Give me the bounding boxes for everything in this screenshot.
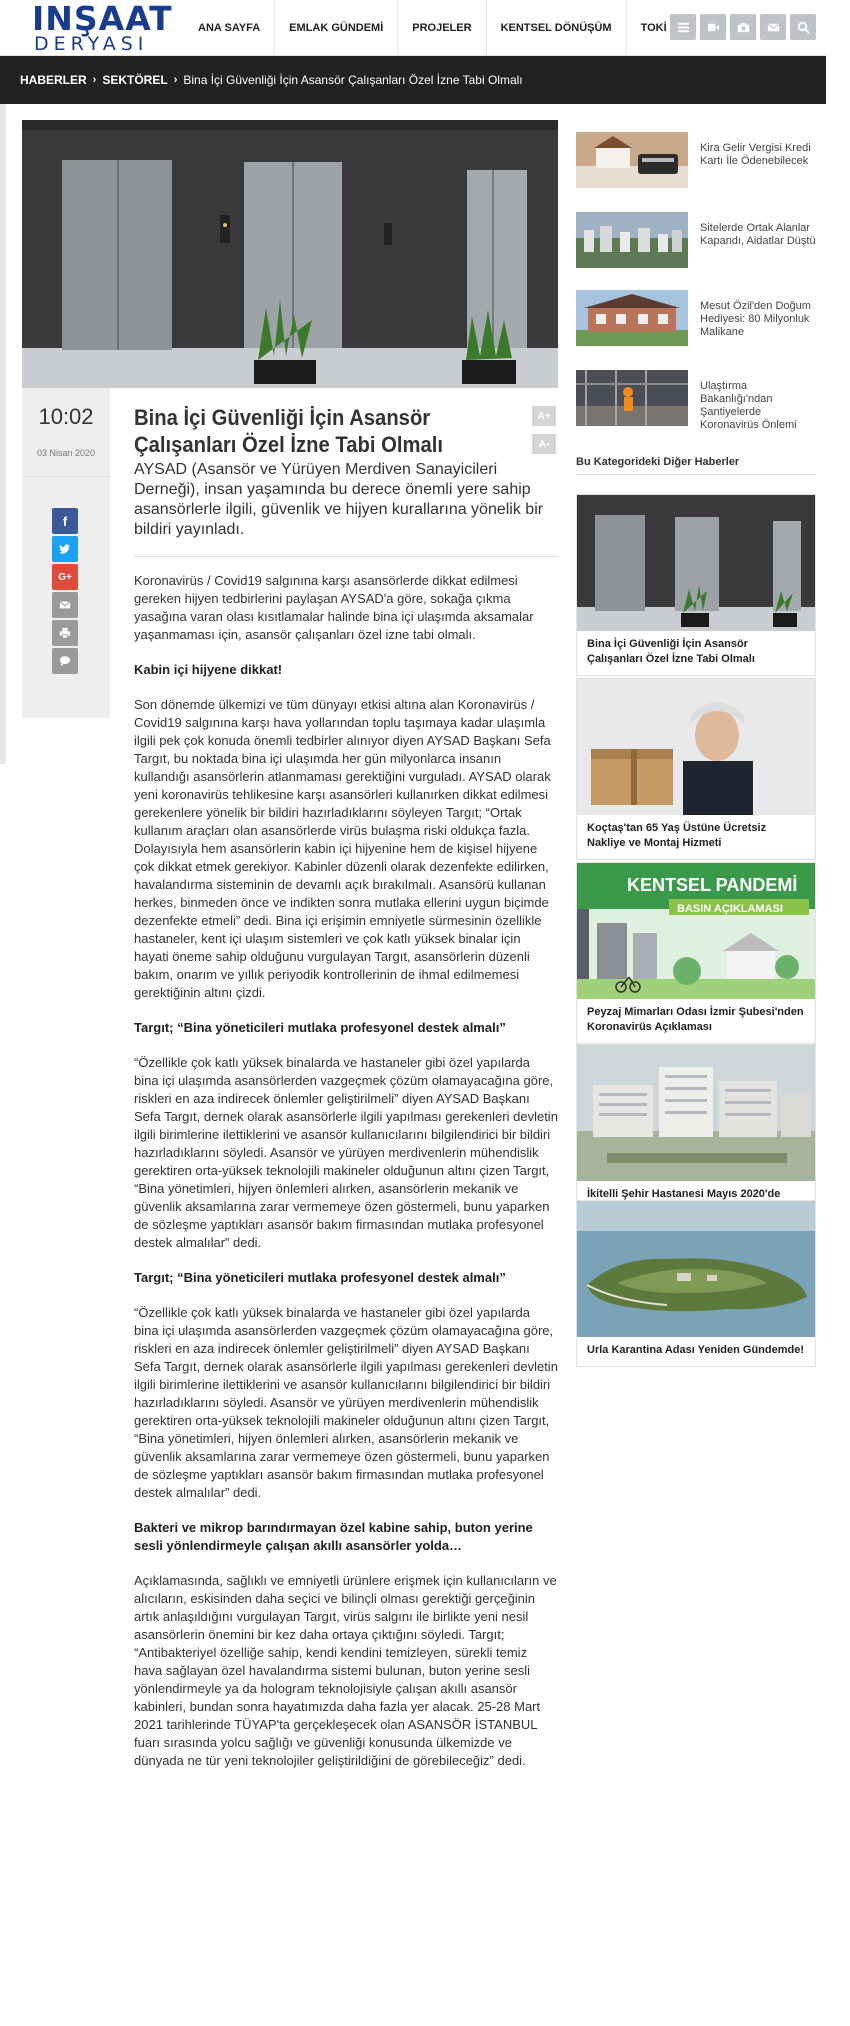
- banner-subtitle: BASIN AÇIKLAMASI: [677, 903, 783, 915]
- font-increase-button[interactable]: A+: [532, 406, 556, 426]
- card-title: Peyzaj Mimarları Odası İzmir Şubesi'nden Koronavirüs Açıklaması: [587, 1006, 804, 1033]
- sidebar-news-item[interactable]: [576, 290, 816, 346]
- category-news-card[interactable]: [576, 1200, 816, 1367]
- header-icons: [670, 14, 816, 40]
- left-edge-strip: [0, 104, 6, 764]
- menu-icon[interactable]: [670, 14, 696, 40]
- breadcrumb-home[interactable]: HABERLER: [20, 73, 87, 87]
- facebook-icon[interactable]: f: [52, 508, 78, 534]
- article-title: Bina İçi Güvenliği İçin Asansör Çalışanları Özel İzne Tabi Olmalı: [134, 405, 443, 457]
- article-hero-image: [22, 120, 558, 388]
- news-title: Kira Gelir Vergisi Kredi Kartı İle Ödenebilecek: [700, 142, 811, 167]
- article-body: [134, 572, 558, 1787]
- search-icon[interactable]: [790, 14, 816, 40]
- chevron-right-icon: ›: [173, 74, 178, 86]
- card-title: İkitelli Şehir Hastanesi Mayıs 2020'de: [587, 1188, 781, 1200]
- nav-projects[interactable]: PROJELER: [398, 0, 486, 56]
- mail-icon[interactable]: [760, 14, 786, 40]
- camera-icon[interactable]: [730, 14, 756, 40]
- main-nav: [184, 0, 681, 56]
- news-title: Sitelerde Ortak Alanlar Kapandı, Aidatlar Düştü: [700, 222, 816, 247]
- card-image: [577, 1201, 815, 1337]
- sidebar-news-item[interactable]: [576, 212, 816, 268]
- card-image: [577, 863, 815, 999]
- google-plus-icon[interactable]: G+: [52, 564, 78, 590]
- divider: [134, 556, 558, 557]
- mail-icon[interactable]: [52, 592, 78, 618]
- article-paragraph: Son dönemde ülkemizi ve tüm dünyayı etkisi altına alan Koronavirüs / Covid19 salgınına karşı hava yollarından toplu taşımaya kadar ulaşımla ilgili pek çok konuda önemli tedbirler alınıyor diyen AYSAD Başkanı Sefa Targıt, bu noktada bina içi ulaşımda her gün milyonlarca insanın kullandığı asansörlerin atlanmaması gerektiğini vurguladı. AYSAD olarak yeni koronavirüs tehlikesine karşı asansörleri kullanırken dikkat edilmesi gerekenlere yönelik bir bildiri hazırladıklarını söyleyen Targıt; “Ortak kullanım araçları olan asansörlerde virüs bulaşma riski oldukça fazla. Dolayısıyla hem asansörlerin kabin içi hijyenine hem de kişisel hijyene çok dikkat etmek gerekiyor. Kabinler düzenli olarak dezenfekte edilirken, havalandırma sisteminin de devamlı açık bırakılmalı. Asansörü kullanan herkes, binmeden önce ve indikten sonra mutlaka ellerini uygun biçimde dezenfekte etmeli” dedi. Bina içi erişimin emniyetle sürmesinin özellikle hastaneler, kent içi ulaşım sistemleri ve çok katlı yüksek binalar için hayati öneme sahip olduğunu vurgulayan Targıt, asansörlerin düzenli bakım, onarım ve yıllık periyodik kontrollerinin de ihmal edilmemesi gerektiğinin altını çizdi.: [134, 697, 551, 1000]
- news-thumbnail: [576, 370, 688, 426]
- font-decrease-button[interactable]: A-: [532, 434, 556, 454]
- article-time: 10:02: [38, 404, 94, 429]
- article-subheading: Kabin içi hijyene dikkat!: [134, 662, 283, 677]
- banner-title: KENTSEL PANDEMİ: [627, 875, 798, 895]
- news-title: Ulaştırma Bakanlığı'ndan Şantiyelerde Koronavirüs Önlemi: [700, 380, 797, 431]
- card-image: [577, 679, 815, 815]
- sidebar-news-item[interactable]: [576, 370, 816, 431]
- category-news-card[interactable]: [576, 494, 816, 676]
- category-news-card[interactable]: [576, 678, 816, 860]
- category-news-card[interactable]: [576, 1044, 816, 1226]
- article-paragraph: “Özellikle çok katlı yüksek binalarda ve hastaneler gibi özel yapılarda bina içi ulaşımda asansörlerden vazgeçmek çözüm olamayacağına göre, riskleri en aza indirecek önlemler geliştirilmeli” diyen AYSAD Başkanı Sefa Targıt, dernek olarak asansörlerle ilgili yapılması gerekenleri devletin ilgili birimlerine ilettiklerini ve asansör kullanıcılarını bilgilendirici bir bildiri hazırladıklarını söyledi. Asansör ve yürüyen merdivenlerin mühendislik gerektiren orta-yüksek teknolojili makineler olduğunun altını çizen Targıt, “Bina yönetimleri, hijyen önlemleri alırken, asansörlerin mekanik ve güvenlik aksamlarına zarar vermemeye özen göstermeli, bunu yaparken de sözleşme yaptıkları asansör bakım firmasından mutlaka profesyonel destek almalılar” dedi.: [134, 1055, 558, 1250]
- article-meta: [22, 388, 110, 718]
- card-image: [577, 1045, 815, 1181]
- chevron-right-icon: ›: [92, 74, 97, 86]
- nav-home[interactable]: ANA SAYFA: [184, 0, 275, 56]
- article-summary: AYSAD (Asansör ve Yürüyen Merdiven Sanayicileri Derneği), insan yaşamında bu derece önemli yere sahip asansörlerle ilgili, güvenlik ve hijyen kurallarına yönelik bir bildiri yayınladı.: [134, 461, 544, 538]
- breadcrumb: [0, 56, 826, 104]
- site-header: [0, 0, 826, 56]
- card-title: Urla Karantina Adası Yeniden Gündemde!: [587, 1344, 804, 1356]
- sidebar-heading: Bu Kategorideki Diğer Haberler: [576, 456, 740, 468]
- nav-real-estate[interactable]: EMLAK GÜNDEMİ: [275, 0, 398, 56]
- article-paragraph: “Özellikle çok katlı yüksek binalarda ve hastaneler gibi özel yapılarda bina içi ulaşımda asansörlerden vazgeçmek çözüm olamayacağına göre, riskleri en aza indirecek önlemler geliştirilmeli” diyen AYSAD Başkanı Sefa Targıt, dernek olarak asansörlerle ilgili yapılması gerekenleri devletin ilgili birimlerine ilettiklerini ve asansör kullanıcılarını bilgilendirici bir bildiri hazırladıklarını söyledi. Asansör ve yürüyen merdivenlerin mühendislik gerektiren orta-yüksek teknolojili makineler olduğunun altını çizen Targıt, “Bina yönetimleri, hijyen önlemleri alırken, asansörlerin mekanik ve güvenlik aksamlarına zarar vermemeye özen göstermeli, bunu yaparken de sözleşme yaptıkları asansör bakım firmasından mutlaka profesyonel destek almalılar” dedi.: [134, 1305, 558, 1500]
- site-logo[interactable]: [32, 2, 172, 54]
- comment-icon[interactable]: [52, 648, 78, 674]
- article-subheading: Bakteri ve mikrop barındırmayan özel kabine sahip, buton yerine sesli yönlendirmeyle çalışan akıllı asansörler yolda…: [134, 1520, 533, 1553]
- print-icon[interactable]: [52, 620, 78, 646]
- nav-toki[interactable]: TOKİ: [640, 22, 667, 34]
- news-thumbnail: [576, 132, 688, 188]
- card-title: Bina İçi Güvenliği İçin Asansör Çalışanları Özel İzne Tabi Olmalı: [587, 638, 755, 665]
- sidebar-news-item[interactable]: [576, 132, 816, 188]
- article-paragraph: Açıklamasında, sağlıklı ve emniyetli ürünlere erişmek için kullanıcıların ve alıcıların, eskisinden daha seçici ve bilinçli olması gerektiği gerçeğinin artık anlaşıldığını vurgulayan Targıt, virüs salgını ile birlikte yeni nesil asansörlerin önemini bir kez daha ortaya çıktığını söyledi. Targıt; “Antibakteriyel özelliğe sahip, kendi kendini temizleyen, sürekli temiz hava sağlayan özel havalandırma sistemi bulunan, buton yerine sesli yönlendirmeyle ya da hologram teknolojisiyle çalışan akıllı asansör kabinleri, bundan sonra hayatımızda daha fazla yer alacak. 25-28 Mart 2021 tarihlerinde TÜYAP'ta gerçekleşecek olan ASANSÖR İSTANBUL fuarı sırasında yolcu sağlığı ve güvenliği konusunda ülkemizde ve dünyada ne tür yeni teknolojiler geliştirildiğini de görebileceğiz” dedi.: [134, 1573, 557, 1768]
- video-icon[interactable]: [700, 14, 726, 40]
- category-news-card[interactable]: [576, 862, 816, 1044]
- divider: [576, 474, 816, 475]
- news-title: Mesut Özil'den Doğum Hediyesi: 80 Milyonluk Malikane: [700, 300, 811, 338]
- card-title: Koçtaş'tan 65 Yaş Üstüne Ücretsiz Nakliye ve Montaj Hizmeti: [587, 822, 767, 849]
- logo-top-text: INŞAAT: [32, 0, 173, 38]
- logo-bottom-text: DERYASI: [34, 33, 149, 55]
- article-date: 03 Nisan 2020: [36, 448, 96, 458]
- article-subheading: Targıt; “Bina yöneticileri mutlaka profesyonel destek almalı”: [134, 1020, 506, 1035]
- twitter-icon[interactable]: [52, 536, 78, 562]
- divider: [22, 476, 110, 477]
- card-image: [577, 495, 815, 631]
- news-thumbnail: [576, 212, 688, 268]
- breadcrumb-category[interactable]: SEKTÖREL: [102, 73, 168, 87]
- article-subheading: Targıt; “Bina yöneticileri mutlaka profesyonel destek almalı”: [134, 1270, 506, 1285]
- news-thumbnail: [576, 290, 688, 346]
- breadcrumb-current: Bina İçi Güvenliği İçin Asansör Çalışanları Özel İzne Tabi Olmalı: [183, 73, 523, 87]
- article-paragraph: Koronavirüs / Covid19 salgınına karşı asansörlerde dikkat edilmesi gereken hijyen tedbirlerini paylaşan AYSAD'a göre, sokağa çıkma yasağına varan olası kısıtlamalar halinde bina içi ulaşımda aksamalar yaşanmaması için, asansör çalışanları özel izne tabi olmalı.: [134, 573, 534, 642]
- nav-urban-transformation[interactable]: KENTSEL DÖNÜŞÜM: [487, 0, 627, 56]
